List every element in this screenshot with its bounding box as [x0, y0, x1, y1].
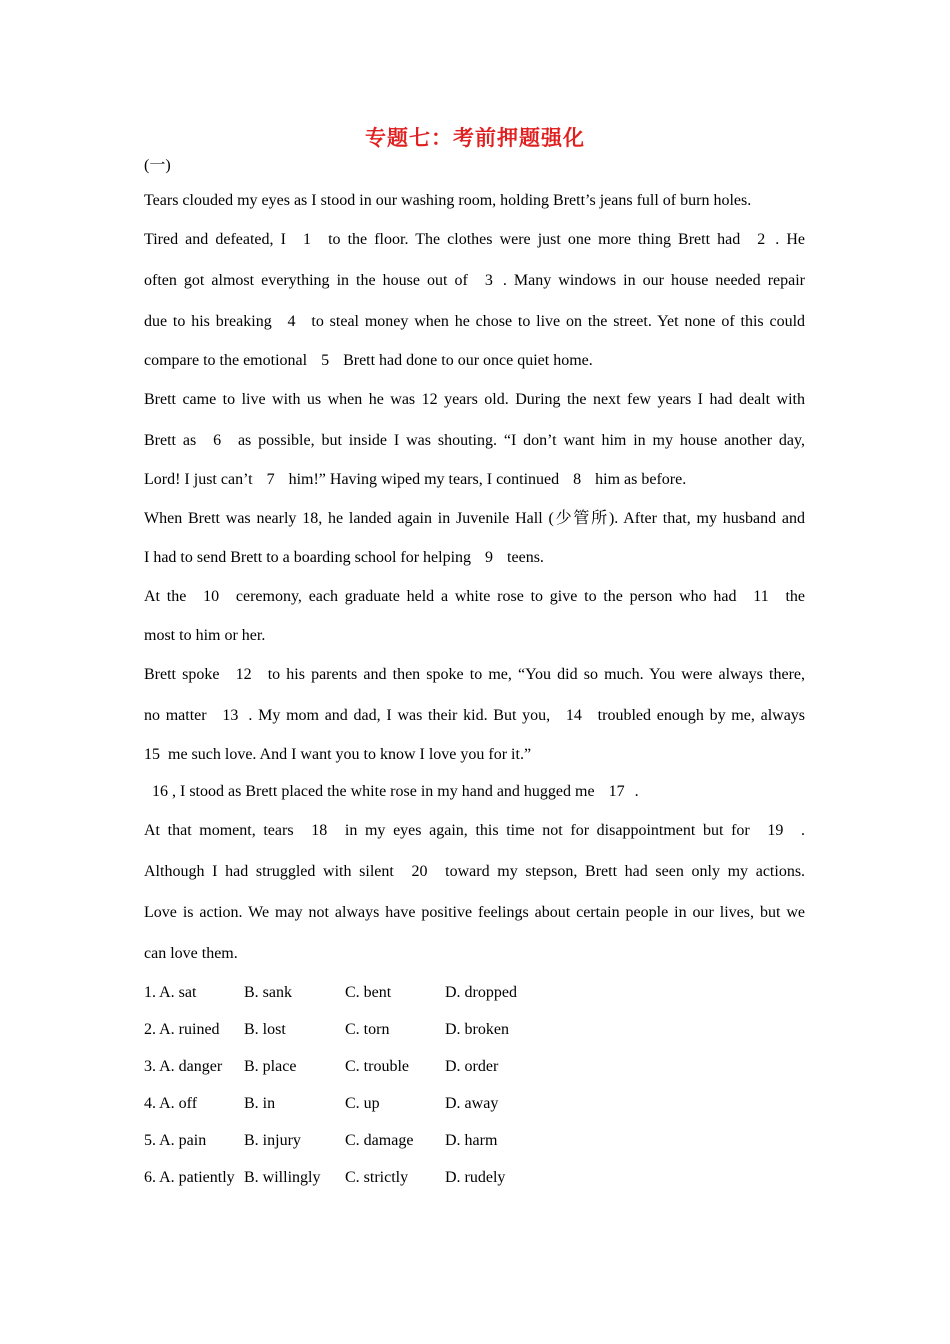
page-title: 专题七：考前押题强化 [365, 126, 585, 150]
blank-number: 8 [573, 471, 582, 488]
blank-number: 13 [222, 707, 239, 724]
passage-text: Brett had done to our once quiet home. [343, 352, 593, 369]
passage-line [144, 461, 805, 498]
passage-line: can love them. [144, 945, 238, 962]
passage-text: often got almost everything in the house out of [144, 272, 468, 289]
passage-text: . [801, 822, 806, 839]
passage-line [144, 810, 805, 851]
answer-options [144, 974, 805, 1196]
option-a: 1. A. sat [144, 984, 197, 1001]
blank-number: 18 [311, 822, 328, 839]
passage-text: Brett spoke [144, 666, 220, 683]
passage-line [144, 301, 805, 342]
option-a: 2. A. ruined [144, 1021, 220, 1038]
passage-text: . My mom and dad, I was their kid. But you, [248, 707, 551, 724]
passage-line [144, 342, 805, 379]
passage-line: Love is action. We may not always have positive feelings about certain people in our lives, but we [144, 904, 805, 921]
passage-text: Although I had struggled with silent [144, 863, 394, 880]
blank-number: 12 [235, 666, 252, 683]
option-b: B. willingly [244, 1169, 321, 1186]
option-b: B. in [244, 1095, 276, 1112]
paragraph-5 [144, 654, 805, 773]
passage-text: . [634, 783, 639, 800]
passage-line [144, 539, 805, 576]
option-row [144, 1159, 805, 1196]
passage-text: At the [144, 588, 187, 605]
blank-number: 1 [303, 231, 311, 248]
option-a: 4. A. off [144, 1095, 198, 1112]
option-d: D. harm [445, 1132, 498, 1149]
passage-line [144, 420, 805, 461]
option-a: 5. A. pain [144, 1132, 207, 1149]
paragraph-7 [144, 810, 805, 974]
passage-text: to the floor. The clothes were just one more thing Brett had [328, 231, 741, 248]
passage-text: , I stood as Brett placed the white rose in my hand and hugged me [172, 783, 595, 800]
blank-number: 11 [753, 588, 769, 605]
blank-number: 9 [485, 549, 494, 566]
passage-text: Brett as [144, 432, 197, 449]
paragraph-1 [144, 182, 805, 379]
option-row [144, 1011, 805, 1048]
option-b: B. lost [244, 1021, 286, 1038]
passage-line [144, 260, 805, 301]
option-d: D. broken [445, 1021, 509, 1038]
passage-text: me such love. And I want you to know I love you for it.” [168, 746, 532, 763]
passage-text: toward my stepson, Brett had seen only my actions. [445, 863, 806, 880]
passage-text: him as before. [595, 471, 687, 488]
option-d: D. dropped [445, 984, 517, 1001]
option-row [144, 1122, 805, 1159]
passage-line [144, 736, 805, 773]
passage-text: . Many windows in our house needed repair [502, 272, 806, 289]
option-c: C. trouble [345, 1058, 409, 1075]
passage-line [144, 576, 805, 617]
option-b: B. sank [244, 984, 292, 1001]
blank-number: 7 [266, 471, 275, 488]
blank-number: 15 [144, 746, 160, 763]
blank-number: 3 [484, 272, 493, 289]
passage-text: no matter [144, 707, 207, 724]
cloze-passage [144, 182, 805, 974]
option-c: C. up [345, 1095, 380, 1112]
passage-text: him!” Having wiped my tears, I continued [288, 471, 560, 488]
passage-line [144, 695, 805, 736]
paragraph-4 [144, 576, 805, 654]
passage-line [144, 654, 805, 695]
option-c: C. bent [345, 984, 392, 1001]
passage-line [144, 773, 805, 810]
option-d: D. order [445, 1058, 499, 1075]
option-row [144, 974, 805, 1011]
paragraph-3 [144, 498, 805, 576]
blank-number: 5 [321, 352, 330, 369]
option-row [144, 1048, 805, 1085]
blank-number: 16 [152, 783, 168, 800]
passage-text: teens. [507, 549, 544, 566]
passage-text: compare to the emotional [144, 352, 308, 369]
option-a: 3. A. danger [144, 1058, 223, 1075]
paragraph-6 [144, 773, 805, 810]
option-c: C. damage [345, 1132, 414, 1149]
passage-text: due to his breaking [144, 313, 272, 330]
passage-text: ceremony, each graduate held a white rose to give to the person who had [235, 588, 737, 605]
passage-text: I had to send Brett to a boarding school for helping [144, 549, 472, 566]
passage-text: Tired and defeated, I [144, 231, 286, 248]
passage-line: When Brett was nearly 18, he landed again in Juvenile Hall (少管所). After that, my husband and [144, 510, 805, 527]
option-c: C. strictly [345, 1169, 409, 1186]
passage-text: . He [775, 231, 806, 248]
passage-line: most to him or her. [144, 627, 266, 644]
passage-line: Brett came to live with us when he was 12 years old. During the next few years I had dealt with [144, 391, 805, 408]
option-a: 6. A. patiently [144, 1169, 235, 1186]
option-b: B. injury [244, 1132, 301, 1149]
passage-text: Lord! I just can’t [144, 471, 253, 488]
section-label: (一) [144, 157, 171, 174]
option-d: D. rudely [445, 1169, 506, 1186]
option-b: B. place [244, 1058, 297, 1075]
blank-number: 6 [213, 432, 222, 449]
passage-line [144, 219, 805, 260]
passage-text: to his parents and then spoke to me, “You did so much. You were always there, [267, 666, 805, 683]
blank-number: 19 [767, 822, 784, 839]
passage-text: the [785, 588, 806, 605]
passage-line [144, 851, 805, 892]
passage-text: as possible, but inside I was shouting. “I don’t want him in my house another day, [237, 432, 805, 449]
passage-text: in my eyes again, this time not for disappointment but for [344, 822, 750, 839]
option-c: C. torn [345, 1021, 390, 1038]
passage-text: troubled enough by me, always [597, 707, 806, 724]
blank-number: 14 [565, 707, 582, 724]
blank-number: 17 [608, 783, 625, 800]
paragraph-2 [144, 379, 805, 498]
passage-text: to steal money when he chose to live on the street. Yet none of this could [311, 313, 806, 330]
blank-number: 20 [411, 863, 428, 880]
passage-line: Tears clouded my eyes as I stood in our washing room, holding Brett’s jeans full of burn holes. [144, 192, 752, 209]
option-row [144, 1085, 805, 1122]
blank-number: 4 [287, 313, 296, 330]
passage-text: At that moment, tears [144, 822, 294, 839]
blank-number: 2 [757, 231, 766, 248]
option-d: D. away [445, 1095, 499, 1112]
blank-number: 10 [203, 588, 220, 605]
